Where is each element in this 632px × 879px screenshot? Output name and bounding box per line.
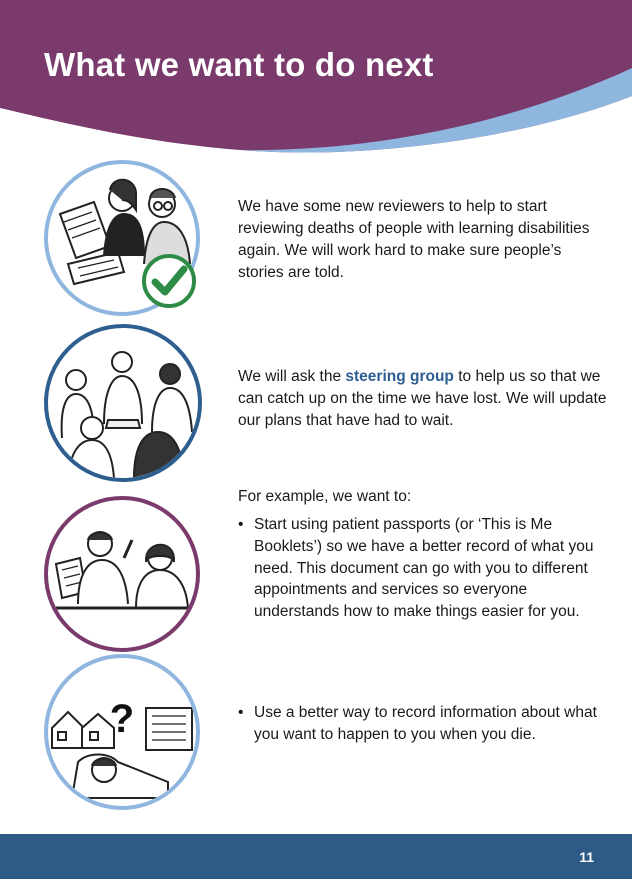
checkmark-icon bbox=[141, 253, 197, 309]
steering-text-end: to help us so that we can catch up on the time we have lost. We will update our plans that have had to wait. bbox=[238, 368, 607, 429]
page-title: What we want to do next bbox=[44, 46, 434, 83]
bullet-mark: • bbox=[238, 516, 244, 533]
page-footer bbox=[0, 834, 632, 879]
group-meeting-icon bbox=[44, 324, 202, 482]
steering-paragraph bbox=[238, 366, 608, 432]
steering-group-highlight: steering group bbox=[345, 368, 454, 385]
page-header bbox=[0, 0, 632, 160]
end-of-life-question-icon bbox=[44, 654, 200, 810]
steering-text-start: We will ask the bbox=[238, 368, 346, 385]
page-number: 11 bbox=[579, 849, 594, 865]
example-intro: For example, we want to: bbox=[238, 488, 412, 505]
reviewers-paragraph: We have some new reviewers to help to start reviewing deaths of people with learning disabilities again. We will work hard to make sure people’s stories are told. bbox=[238, 198, 590, 281]
bullet-patient-passports bbox=[238, 514, 598, 623]
bullet-record-information bbox=[238, 702, 598, 746]
patient-passport-conversation-icon bbox=[44, 496, 200, 652]
bullet-mark: • bbox=[238, 704, 244, 721]
question-mark-icon: ? bbox=[109, 697, 135, 741]
bullet-text: Start using patient passports (or ‘This is Me Booklets’) so we have a better record of what you need. This document can go with you to different appointments and services so everyone understands how to make things easier for you. bbox=[254, 516, 594, 621]
bullet-text: Use a better way to record information about what you want to happen to you when you die. bbox=[254, 704, 597, 743]
